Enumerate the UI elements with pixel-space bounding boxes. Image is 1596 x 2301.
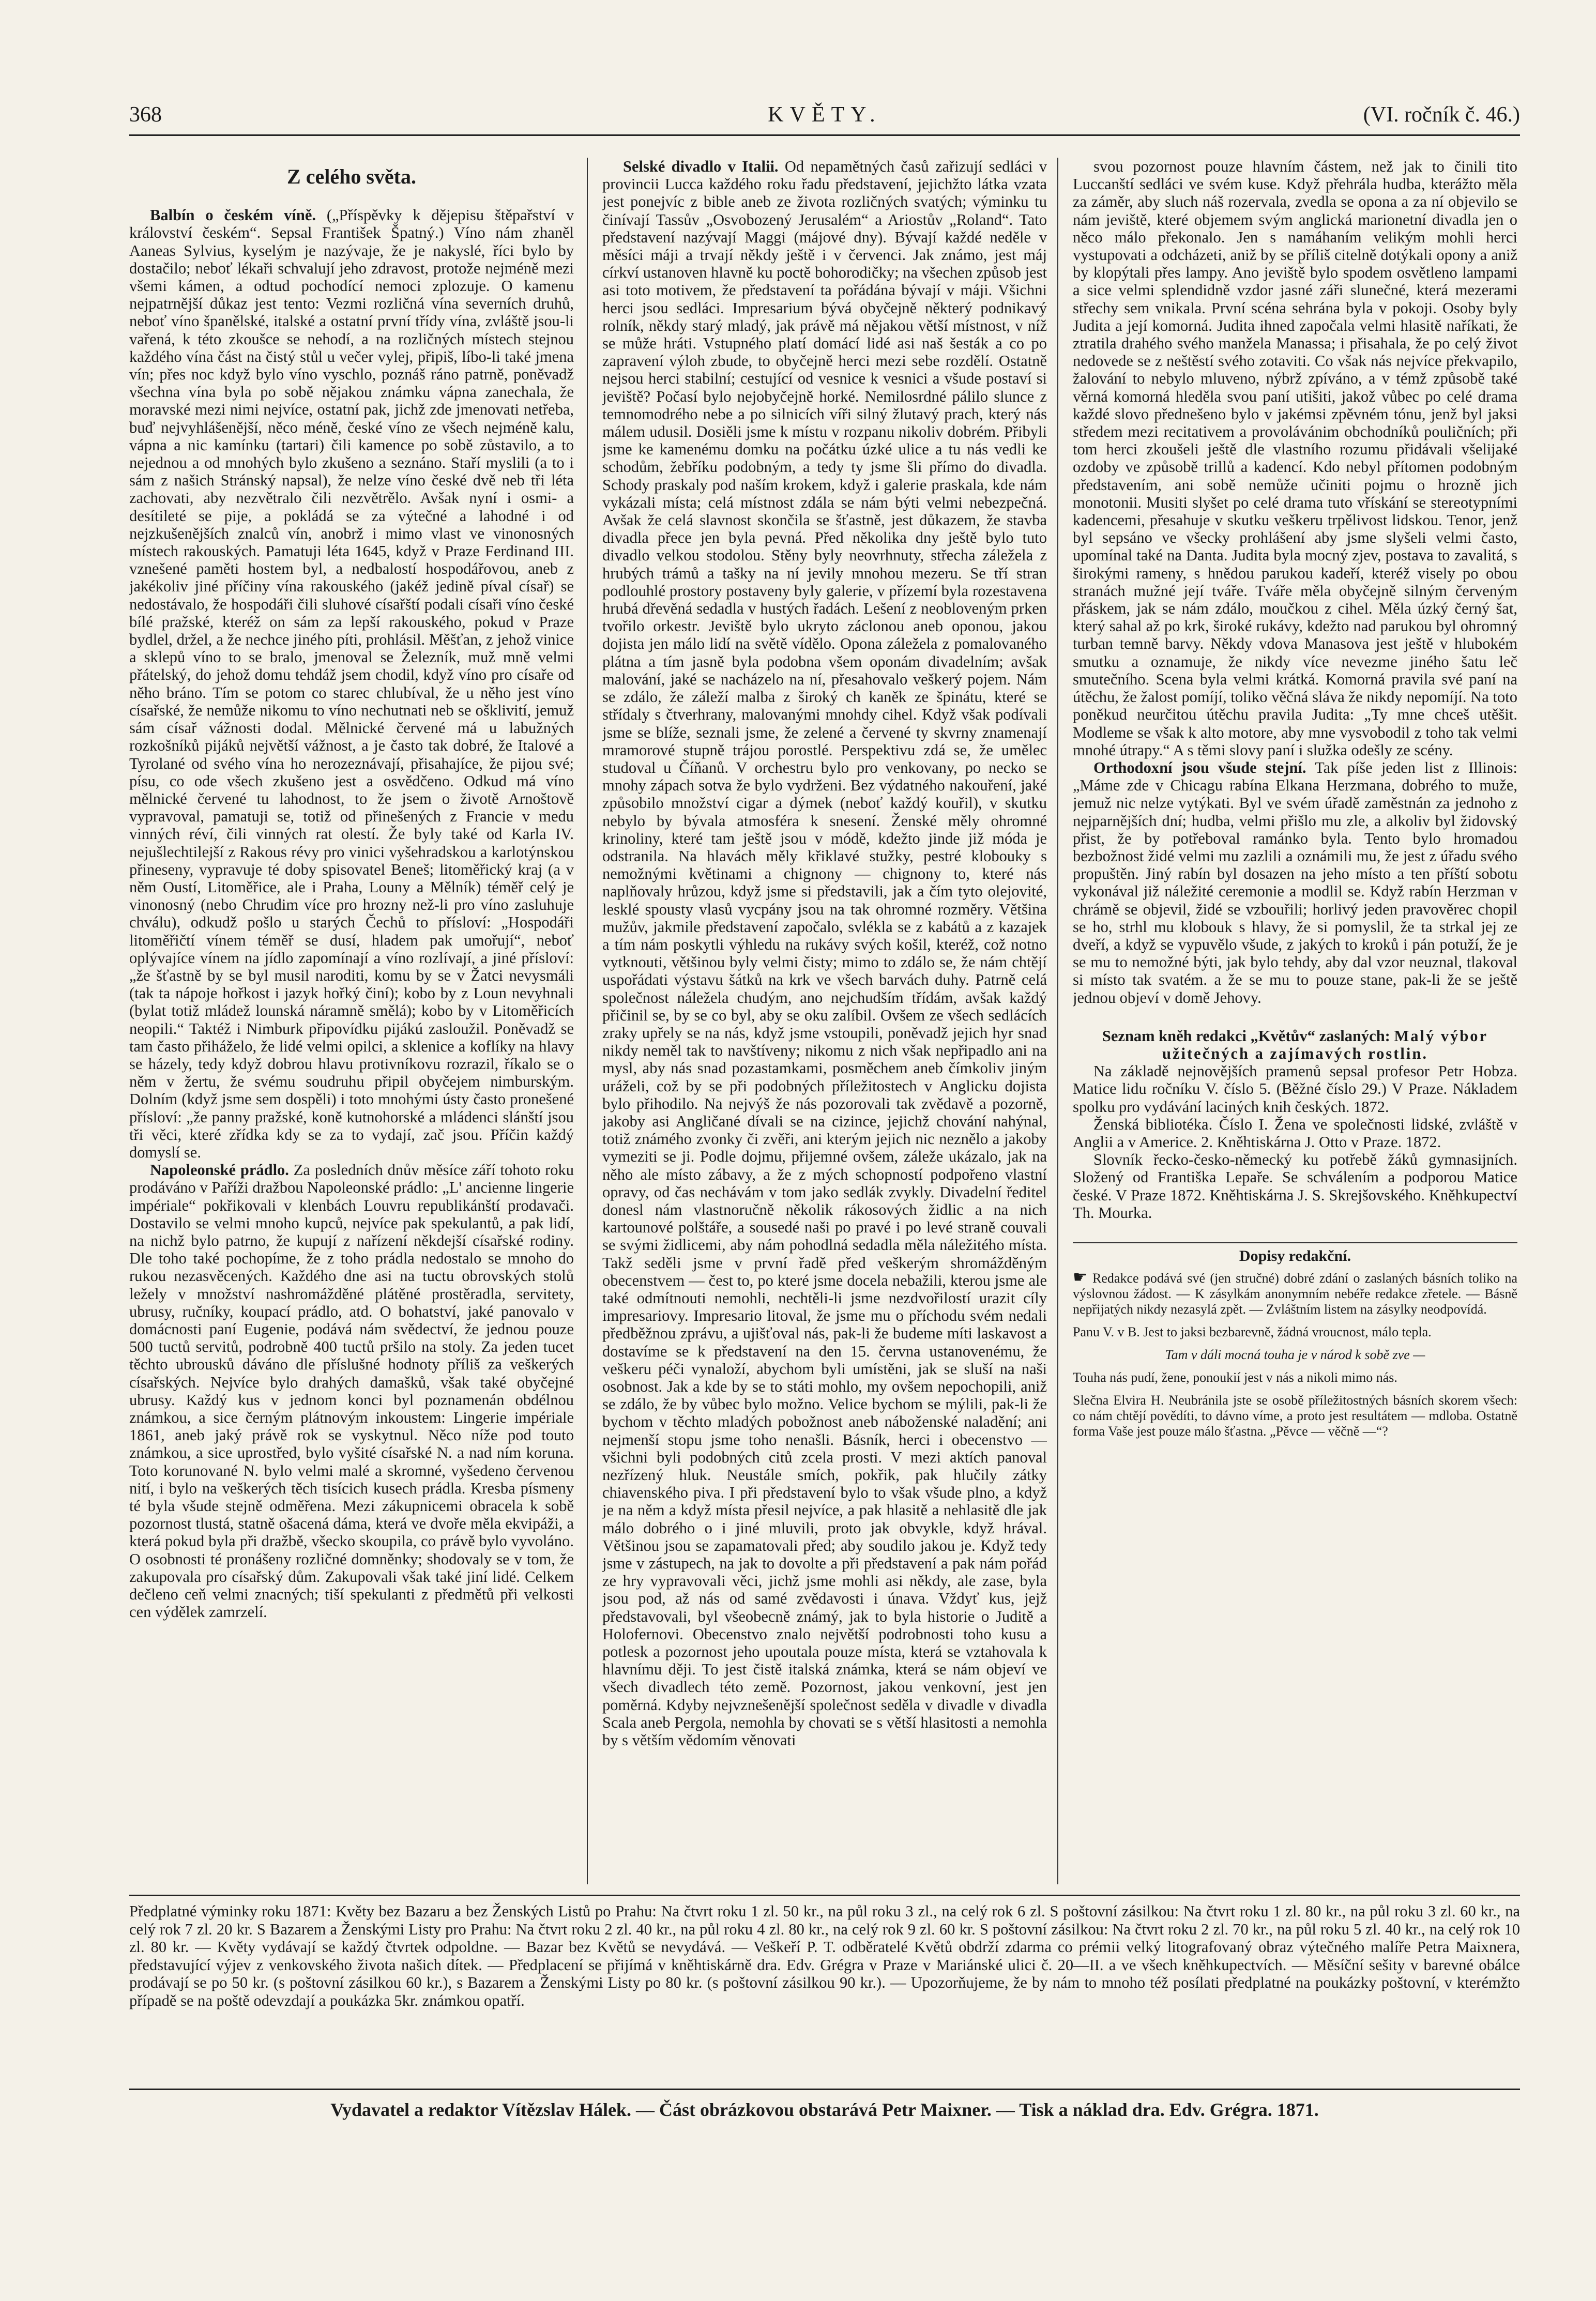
book-list-heading: Seznam kněh redakci „Květův“ zaslaných: Malý výbor užitečných a zajímavých rostlin. <box>1102 1027 1488 1062</box>
section-heading: Z celého světa. <box>287 165 416 188</box>
book-entry: Ženská bibliotéka. Číslo I. Žena ve společnosti lidské, zvláště v Anglii a v Americe. 2. Kněhtiskárna J. Otto v Praze. 1872. <box>1073 1115 1517 1151</box>
subscription-terms <box>129 1902 1520 2083</box>
column-divider <box>587 158 588 1884</box>
note-verse: Tam v dáli mocná touha je v národ k sobě zve — <box>1165 1347 1425 1362</box>
page-number: 368 <box>129 103 162 127</box>
note-entry: Slečna Elvira H. Neubránila jste se osobě příležitostných básních skorem všech: co nám chtějí povědíti, to dávno víme, a proto jest resultátem — mdloba. Ostatně forma Vaše jest pouze málo šťastna. „Pěvce — věčně —“? <box>1073 1392 1517 1439</box>
book-entry: Na základě nejnovějších pramenů sepsal profesor Petr Hobza. Matice lidu ročníku V. číslo 5. (Běžné číslo 29.) V Praze. Nákladem spolku pro vydávání laciných knih českých. 1872. <box>1073 1062 1517 1116</box>
article-body: Tak píše jeden list z Illinois: „Máme zde v Chicagu rabína Elkana Herzmana, dobrého to muže, jemuž nic nelze vytýkati. Byl ve svém úřadě zaměstnán za jednoho z nejparnějších dní; hudba, velmi přišlo mu zle, a alkoliv byl židovský přist, že by potřeboval ramánko byla. Tento bylo hromadou bezbožnost židé velmi mu zazlili a oznámili mu, že jest z úřadu svého propuštěn. Jiný rabín byl dosazen na jeho místo a ten příští sobotu vykonával již náležité ceremonie a modlil se. Když rabín Herzman v chrámě se objevil, židé se vzbouřili; horlivý jeden pravověrec chopil se ho, strhl mu klobouk s hlavy, že si pomyslil, že ta strkal jej ze dveří, a když se vypuvělo všude, z jakých to kroků i pán potuží, že je se mu to nemožné býti, jak bylo tehdy, aby dal vzor neuznal, tlakoval si místo tak svatém. <box>1073 758 1517 989</box>
article-title: Balbín o českém víně. <box>150 206 316 224</box>
journal-title: KVĚTY. <box>768 103 881 127</box>
column-3 <box>1073 158 1517 1884</box>
footer-divider <box>129 1895 1520 1896</box>
article-balbin <box>129 206 574 1161</box>
issue-label: (VI. ročník č. 46.) <box>1363 103 1520 127</box>
editorial-notes <box>1073 1242 1517 1439</box>
notes-title: Dopisy redakční. <box>1239 1247 1351 1264</box>
note-entry: Panu V. v B. Jest to jaksi bezbarevně, žádná vroucnost, málo tepla. <box>1073 1324 1432 1339</box>
article-title: Napoleonské prádlo. <box>150 1161 289 1179</box>
article-body-tail: a že se mu to pouze stane, pak-li že se ještě jednou objeví v domě Jehovy. <box>1073 971 1517 1007</box>
article-title: Orthodoxní jsou všude stejní. <box>1093 758 1306 776</box>
footer-divider <box>129 2089 1520 2090</box>
notes-intro: ☛ Redakce podává své (jen stručné) dobré zdání o zaslaných básních toliko na výslovnou žádost. — K zásylkám anonymním nebéře redakce zřetele. — Básně nepřijatých nikdy nezasylá zpět. — Zvláštním listem na zásylky neodpovídá. <box>1073 1267 1517 1317</box>
article-selske-divadlo <box>602 158 1047 1749</box>
subscription-text: Předplatné výminky roku 1871: Květy bez Bazaru a bez Ženských Listů po Prahu: Na čtvrt roku 1 zl. 50 kr., na půl roku 3 zl., na celý rok 6 zl. S poštovní zásilkou: Na čtvrt roku 1 zl. 80 kr., na půl roku 3 zl. 60 kr., na celý rok 7 zl. 20 kr. S Bazarem a Ženskými Listy pro Prahu: Na čtvrt roku 2 zl. 40 kr., na půl roku 4 zl. 80 kr., na celý rok 9 zl. 60 kr. S poštovní zásilkou: Na čtvrt roku 2 zl. 70 kr., na půl roku 5 zl. 40 kr., na celý rok 10 zl. 80 kr. — Květy vydávají se každý čtvrtek odpoldne. — Bazar bez Květů se nevydává. — Veškeří P. T. odběratelé Květů obdrží zdarma co prémii velký litografovaný obraz výtečného malíře Petra Maixnera, představující výjev z venkovského života našich dítek. — Předplacení se přijímá v kněhtiskárně dra. Edv. Grégra v Praze v Mariánské ulici č. 20—II. a ve všech kněhkupectvích. — Měsíční sešity v barevné obálce prodávají se po 50 kr. (s poštovní zásilkou 60 kr.), s Bazarem a Ženskými Listy po 80 kr. (s poštovní zásilkou 90 kr.). — Upozorňujeme, že by nám to mnoho též posílati předplatné na poukázky poštovní, v kterémžto případě se na poště odevzdají a poukázka 5kr. známkou opatří. <box>129 1902 1520 2009</box>
article-orthodoxni <box>1073 759 1517 1007</box>
column-divider <box>1057 158 1058 1884</box>
colophon: Vydavatel a redaktor Vítězslav Hálek. — Část obrázkovou obstarává Petr Maixner. — Tisk a náklad dra. Edv. Grégra. 1871. <box>330 2099 1319 2120</box>
article-title: Selské divadlo v Italii. <box>623 158 779 175</box>
page-header <box>129 98 1520 136</box>
article-napoleon <box>129 1161 574 1621</box>
column-2 <box>602 158 1047 1884</box>
book-entry: Slovník řecko-česko-německý ku potřebě žáků gymnasijních. Složený od Františka Lepaře. Se schválením a podporou Matice české. V Praze 1872. Kněhtiskárna J. S. Skrejšovského. Kněhkupectví Th. Mourka. <box>1073 1151 1517 1222</box>
pointing-hand-icon: ☛ <box>1073 1267 1088 1286</box>
note-entry: Touha nás pudí, žene, ponoukií jest v nás a nikoli mimo nás. <box>1073 1369 1397 1385</box>
article-continuation: svou pozornost pouze hlavním částem, než jak to činili tito Luccanští sedláci ve svém kuse. Když přehrála hudba, kterážto měla za záměr, aby sluch náš rozervala, zvedla se opona a za ní objevilo se nám jeviště, které objemem svým anglická marionetní divadla jen o něco málo překonalo. Jen s namáhaním velikým mohli herci vystupovati a odcházeti, aniž by se příliš citelně dotýkali opony a aniž by klopýtali přes lampy. Ano jeviště bylo spodem osvětleno lampami a sice velmi splendidně vzdor jasné záři slunečné, která mezerami střechy sem vnikala. První scéna sehrána byla v pokoji. Osoby byly Judita a její komorná. Judita ihned započala velmi hlasitě naříkati, že ztratila drahého svého manžela Manassa; i přisahala, že po celý život nedovede se z neštěstí svého zotaviti. Co však nás nejvíce překvapilo, žalování to nebylo mluveno, nýbrž zpíváno, a v témž způsobě také věrná komorná hleděla svou paní utišiti, jakož vůbec po celé drama každé slovo přednešeno bylo v jakémsi zpěvném tónu, jenž byl jaksi středem mezi recitativem a provolávánim obchodníků pouličních; při tom herci zkoušeli ještě dle vlastního rozumu přidávali všelijaké ozdoby ve způsobě trillů a kadencí. Kdo nebyl přítomen podobným představením, ani sobě nemůže učiniti pojmu o hrozně jich monotonii. Musiti slyšet po celé drama tuto vřískání se stereotypními kadencemi, přesahuje v skutku veškeru trpělivost lidskou. Tenor, jenž byl sepsáno ve všecky prohlášení aby jsme slyšeli velmi často, upomínal také na Danta. Judita byla mocný zjev, postava to zavalitá, s širokými rameny, s hnědou parukou kadeří, kteréž visely po obou stranách mužné její tváře. Tváře měla obyčejně silným červeným přáskem, jak se nám zdálo, moučkou z cihel. Měla úzký černý šat, který sahal až po krk, široké rukávy, kdežto nad parukou byl ohromný turban temně barvy. Někdy vdova Manasova jest ještě v hlubokém smutku a oznamuje, že nikdy více nevezme jiného šatu leč smutečního. Scena byla velmi krátká. Komorná pravila své paní na útěchu, že žalost pomíjí, toliko věčná sláva že nikdy nepomíjí. Na toto poněkud neurčitou útěchu pravila Judita: „Ty mne chceš utěšit. Modleme se však k alto motore, aby mne vysvobodil z toho tak velmi mnohé útrapy.“ A s těmi slovy paní i služka odešly ze scény. <box>1073 158 1517 759</box>
article-body: Za posledních dnův měsíce září tohoto roku prodáváno v Paříži dražbou Napoleonské prádlo: „L' ancienne lingerie impériale“ pokřikovali v klenbách Louvru republikánští prodavači. Dostavilo se velmi mnoho kupců, nejvíce pak spekulantů, a pak lidí, na nichž bylo patrno, že kupují z nařízení někdejší císařské rodiny. Dle toho také pochopíme, že z toho prádla nedostalo se mnoho do rukou nezasvěcených. Každého dne asi na tuctu obrovských stolů ležely v množství nashromážděné plátěné prostěradla, servitety, ubrusy, ručníky, koupací prádlo, atd. O bohatství, jaké panovalo v domácnosti paní Eugenie, podává nám svědectví, že jednou pouze 500 tuctů servitů, podrobně 400 tuctů pršilo na stoly. Za jeden tucet těchto ubrousků dáváno dle příslušné hodnoty příliš za veškerých císařských. Nejvíce bylo drahých damašků, však také obyčejné ubrusy. Každý kus v jednom konci byl poznamenán obdélnou známkou, a sice černým plátnovým inkoustem: Lingerie impériale 1861, aneb jaký právě rok se vyskytnul. Něco níže pod touto známkou, a sice uprostřed, bylo vyšité císařské N. a nad ním koruna. Toto korunované N. bylo velmi malé a skromné, vyšedeno červenou nití, i bylo na veškerých těch tisícich kusech prádla. Kresba písmeny té byla všude stejně odměřena. Mezi zákupnicemi obracela k sobě pozornost tlustá, statně ošacená dáma, která ve dvoře měla ekvipáži, a která pokud byla při dražbě, všecko skoupila, co právě bylo vyvoláno. O osobnosti té pronášeny rozličné domněnky; shodovaly se v tom, že zakupovala pro císařský dům. Zakupovali však také jiní lidé. Celkem dečleno ceň velmi znacných; tiší spekulanti z předmětů při velkosti cen výdělek zamrzelí. <box>129 1161 574 1621</box>
column-1 <box>129 158 574 1884</box>
article-body: Od nepamětných časů zařizují sedláci v provincii Lucca každého roku řadu představení, jejichžto látka vzata jest ponejvíc z bible aneb ze života rozličných svatých; výminku tu činívají Tassův „Osvobozený Jerusalém“ a Ariostův „Roland“. Tato představení nazývají Maggi (májové dny). Bývají každé neděle v měsíci máji a trvají někdy ještě i v červenci. Jak známo, jest máj církví ustanoven hlavně ku poctě bohorodičky; na všechen způsob jest asi toto motivem, že představení ta pořádána bývají v máji. Všichni herci jsou sedláci. Impresarium bývá obyčejně některý podnikavý rolník, někdy starý mladý, jak právě má nějakou větší místnost, v níž se může hráti. Vstupného platí domácí lidé asi naš šesták a co po zapravení výloh zbude, to obyčejně herci mezi sebe rozdělí. Ostatně nejsou herci stabilní; cestující od vesnice k vesnici a všude postaví si jeviště? Počasí bylo nejobyčejně horké. Nemilosrdné pálilo slunce z temnomodrého nebe a po silnicích víři silný žlutavý prach, který nás málem udusil. Dosiěli jsme k místu v rozpanu nikoliv dobrém. Přibyli jsme ke kamenému domku na počátku úzké ulice a tu nás vedli ke schodům, žebříku podobným, a tedy ty jsme šli přímo do divadla. Schody praskaly pod naším krokem, když i galerie praskala, kde nám vykázali místa; celá místnost zdála se nám býti velmi nebezpečná. Avšak že celá slavnost skončila se šťastně, jest důkazem, že stavba divadla přece jen byla pevná. Před několika dny ještě bylo tuto divadlo velkou stodolou. Stěny byly neovrhnuty, střecha záležela z hrubých trámů a tašky na ní jevily mnohou mezeru. Se tří stran podlouhlé prostory postaveny byly galerie, v přízemí byla rozestavena hrubá dřevěná sedadla v hustých řadách. Lešení z neobloveným prken tvořilo orkestr. Jeviště bylo ukryto záclonou aneb oponou, jakou dojista jen málo lidí na světě vídělo. Opona záležela z pomalovaného plátna a tím jasně byla podobna všem oponám divadelním; avšak malování, jaké se nacházelo na ní, přesahovalo veškerý pojem. Nám se zdálo, že záleží malba z široký ch kaněk ze špinátu, které se střídaly s čtverhrany, malovanými mnohdy cihel. Když však podívali jsme se blíže, seznali jsme, že zelené a červené ty skvrny znamenají mramorové stupně trájou porostlé. Perspektivu zdá se, že umělec studoval u Číňanů. V orchestru bylo pro venkovany, po necko se mnohy zápach sotva že bylo vydrženi. Bez výdatného nakouření, jaké způsobilo množství cigar a dýmek (neboť každý kouřil), v skutku nebylo by bývala atmosféra k snesení. Ženské měly ohromné krinoliny, které tam ještě jsou v módě, kdežto jinde již móda je odstranila. Na hlavách měly křiklavé stužky, pestré klobouky s nemožnými květinami a chignony — chignony to, které nás naplňovaly hrůzou, když jsme si představili, jak a čím tyto olejovité, lesklé spousty vlasů vycpány jsou na tak ohromné rozměry. Většina mužův, jakmile představení započalo, svlékla se z kabátů a z kazajek a tím nám poskytli výhledu na rukávy svých košil, kteréž, což notno vytknouti, většinou byly velmi čisty; mimo to zdálo se, že nám chtějí uspořádati výstavu šátků na krk ve všech barvách duhy. Patrně celá společnost náležela chudým, ano nejchudším třídám, avšak každý přičinil se, by se co byl, aby se oku zalíbil. Ovšem ze všech sedlácích zraky upřely se na nás, když jsme vstoupili, poněvadž jejich hyr snad nikdy neměl tak to navštíveny; nikomu z nich však nepřipadlo ani na mysl, aby nás snad pozastamkami, posměchem aneb čímkoliv jiným uráželi, což by se při podobných příležitostech v Anglicku dojista bylo přihodilo. Na nejvýš že nás pozorovali tak zvědavě a pozorně, jakoby asi Angličané dívali se na cizince, jejichž chování nahýnal, totiž známého zvonky či zvěři, ani kterým jejich nic neznělo a jakoby vymeziti se ji. Podle dojmu, přijemné ovšem, záleže ukázalo, jak na něho ale místo zábavy, a že z mých schopností podpořeno vlastní opravy, od čas nechávám v tom jako sedlák zvykly. Divadelní ředitel donesl nám vlastnoručně několik rákosových židlic a na nich kartounové polštáře, a sousedé naši po pravé i po levé straně couvali se svými židlicemi, aby nám pohodlná sedadla měla náležitého místa. Takž seděli jsme v první řadě před veškerým shromážděným obecenstvem — čest to, po které jsme docela nebažili, kterou jsme ale také odmítnouti nemohli, nechtěli-li jsme nezdvořilostí urazit cíly impresariovy. Impresario litoval, že jsme mu o příchodu svém nedali předběžnou zprávu, a ujišťoval nás, pak-li že budeme míti laskavost a dostavíme se k představení na den 15. června ustanovenému, že veškeru péči vynaloží, abychom byli umístěni, jak se sluší na naši osobnost. Jak a kde by se to státi mohlo, my ovšem nepochopili, aniž se zdálo, že by vůbec bylo možno. Velice bychom se mýlili, pak-li že bychom v těchto mladých pobožnost aneb náboženské naladění; ani nejmenší stopu jsme toho nenašli. Básník, herci i obecenstvo — všichni byli podobných citů zcela prosti. V mezi aktích panoval nezřízený hluk. Neustále smích, pokřik, pak hlučily zátky chiavenského piva. I při představení bylo to však všude plno, a když je na něm a když místa přesil nejvíce, a pak hlasitě a nehlasitě dle jak málo dobrého o i jiné mluvili, proto jak obvykle, když hrával. Většinou jsou se zapamatovali před; aby soudilo jakou je. Když tedy jsme v zástupech, na jak to dovolte a při představení a pak nám pořád ze hry vypravovali věci, jichž jsme mohli asi někdy, ale zase, byla jsou pod, až nás od samé zvědavosti i únava. Vždyť kus, jejž představovali, byl všeobecně známý, jak to byla historie o Juditě a Holofernovi. Obecenstvo znalo největší podrobnosti toho kusu a potlesk a pozornost jeho upoutala pouze místa, která se vztahovala k hlavnímu ději. To jest čistě italská známka, která se nám objeví ve všech divadlech této země. Pozornost, jakou venkovní, jest jen poměrná. Kdyby nejvznešenější společnost seděla v divadle v divadla Scala aneb Pergola, nemohla by chovati se s větší hlasitosti a nemohla by s větším vědomím věnovati <box>602 158 1047 1749</box>
article-body: („Příspěvky k dějepisu štěpařství v království českém“. Sepsal František Špatný.) Víno nám zhaněl Aaneas Sylvius, kyselým je nazývaje, že je nakyslé, říci bylo by dostačilo; neboť lékaři schvalují jeho zdravost, protože nejméně mezi všemi kámen, a odtud pochodící nemoci zplozuje. O kamenu nejpatrnější důkaz jest tento: Vezmi rozličná vína severních druhů, neboť víno španělské, italské a ostatní první třídy vína, zvláště jsou-li vařená, k této zkoušce se nehodí, a na rozličných místech stejnou každého vína část na čistý stůl u večer vylej, připiš, líbo-li také jmena vín; přes noc když bylo víno vyschlo, poznáš ráno patrně, poněvadž všechna vína byla po sobě nějakou známku vápna zanechala, že moravské mezi nimi nejvíce, ostatní pak, jichž zde jmenovati netřeba, buď nejvyhlášenější, něco méně, české víno ze všech nejméně kalu, vápna a nic kamínku (tartari) čili kamence po sobě zůstavilo, a to nejednou a od mnohých bylo zkušeno a seznáno. Staří myslili (a to i sám z našich Stránský napsal), že nelze víno české dvě neb tři léta zachovati, aby nezvětralo čili nezvětrělo. Avšak nyní i osmi- a desítileté se pije, a pokládá se za výtečné a lahodné i od nejzkušenějších znalců vín, anobrž i mimo vlast ve vinonosných místech rakouských. Pamatuji léta 1645, když v Praze Ferdinand III. vznešené paměti hostem byl, a nedbalostí hospodářovou, aneb z jakékoliv jiné příčiny vína rakouského (jakéž jedině píval císař) se nedostávalo, že hospodáři čili sluhové císařští podali císaři víno české bílé pražské, kteréž on sám za lepší rakouského, pokud v Praze bydlel, držel, a že nechce jiného píti, prohlásil. Měšťan, z jehož vinice a sklepů víno to se bralo, jmenoval se Železník, muž mně velmi přátelský, do jehož domu tehdáž jsem chodil, když víno pro císaře od něho bráno. Tím se potom co starec chlubíval, že u něho jest víno císařské, že nemůže nikomu to víno nechutnati neb se ošklivití, jemuž sám císař vážnosti dodal. Mělnické červené má u labužných rozkošníků pijáků největší vážnost, a je často tak dobré, že Italové a Tyrolané od svého vína ho nerozeznávají, přisahajíce, že pijou své; písu, co ode všech zkušeno jest a osvědčeno. Odkud má víno mělnické červené tu lahodnost, to že jsem o životě Arnoštově vypravoval, pamatuji se, totiž od přinešených z Francie v medu vinných réví, čili vinných rat olestí. Že byly také od Karla IV. nejušlechtilejší z Rakous révy pro vinici vyšehradskou a karlotýnskou přineseny, vypravuje té doby spisovatel Beneš; litoměřický kraj (a v něm Oustí, Litoměřice, ale i Praha, Louny a Mělník) téměř celý je vinonosný (nebo Chrudim více pro hrozny než-li pro víno zasluhuje chválu), odkudž pošlo u starých Čechů to přísloví: „Hospodáři litoměřičtí vínem téměř se dusí, hladem pak umořují“, neboť oplývajíce vínem na jídlo zapomínají a víno rozlívají, a jiné přísloví: „že šťastně by se byl musil naroditi, komu by se v Žatci nevysmáli (tak ta nápoje hořkost i jazyk hořký činí); kobo by z Loun nevyhnali (bylat totiž mládež lounská náramně smělá); kobo by v Litoměřicích neopili.“ Taktéž i Nimburk připovídku pijákú zasloužil. Poněvadž se tam často přiháželo, že lidé velmi opilci, a sklenice a koflíky na hlavy se házely, tedy když dobrou hlavu protivníkovu rozrazil, říkalo se o něm v žertu, že svému soudruhu připil obyčejem nimburským. Dolním (když jsme sem dospěli) i toto mnohými ústy často pronešené přísloví: „že panny pražské, koně kutnohorské a mládenci slánští jsou tři věci, které zřídka kdy se za to vydají, zač jsou. Příčin každý domyslí se. <box>129 206 574 1161</box>
